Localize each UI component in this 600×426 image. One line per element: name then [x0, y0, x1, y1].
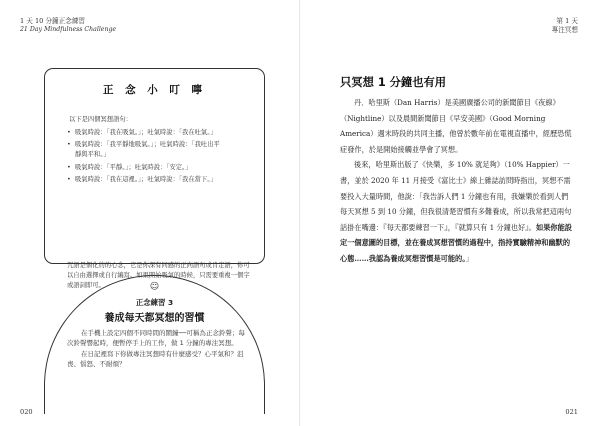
list-item: • 吸氣時說：「我在這裡。」；吐氣時說：「我在當下。」	[67, 175, 255, 185]
section-heading: 只冥想 1 分鐘也有用	[340, 76, 447, 89]
exercise-box	[44, 275, 265, 414]
mindful-reminder-box	[44, 68, 265, 290]
running-header-left	[20, 17, 116, 34]
book-title: 1 天 10 分鐘正念練習	[20, 17, 86, 25]
exercise-label: 正念練習 3	[135, 298, 174, 307]
book-subtitle: 21 Day Mindfulness Challenge	[20, 25, 117, 33]
right-page	[300, 0, 600, 426]
box-intro: 以下是四個冥想語句：	[69, 116, 132, 123]
paragraph: 丹．哈里斯（Dan Harris）是美國廣播公司的新聞節目《夜線》（Nightline）以及晨間新聞節目《早安美國》（Good Morning America）週末時段的共同主播，他曾於數年前在電視直播中，經歷恐慌症發作，於是開始接觸並學會了冥想。	[340, 98, 572, 154]
list-item: • 吸氣時說：「我在吸氣。」；吐氣時說：「我在吐氣。」	[67, 128, 255, 138]
box-note: 咒語是個化約的心念，它是你深有同感的正向語句或肯定語，你可以自由選擇或自行編寫。如果開始吸氣的時候，只需要重複一個字或語詞即可。	[67, 262, 250, 290]
exercise-body	[67, 328, 245, 370]
box-title: 正 念 小 叮 嚀	[102, 84, 207, 96]
day-label: 第 1 天	[556, 17, 578, 25]
exercise-title: 養成每天都冥想的習慣	[104, 313, 205, 324]
mantra-list	[67, 128, 255, 187]
list-item: • 吸氣時說：「平靜。」；吐氣時說：「安定。」	[67, 163, 255, 173]
page-number-left: 020	[20, 408, 33, 416]
paragraph: 後來，哈里斯出版了《快樂，多 10% 就足夠》（10% Happier）一書，並於 2020 年 11 月接受《富比士》線上雜誌訪問時指出，冥想不需要投入大量時間，他說：「我告訴人們 1 分鐘也有用，我嫌樂於看到人們每天冥想 5 到 10 分鐘，但我很清楚習慣有多難養成，所以我常把這兩句話掛在嘴邊：『每天都要練習一下』，『就算只有 1 分鐘也好』。如果你能設定一個意圖的目標，並在養成冥想習慣的過程中，指持實驗精神和幽默的心態……我認為養成冥想習慣是可能的。」	[340, 160, 572, 263]
page-number-right: 021	[565, 408, 578, 416]
smile-icon: ☺	[149, 282, 160, 292]
running-header-right	[552, 17, 578, 34]
exercise-paragraph: 在手機上設定四個不同時間的鬧鐘──可稱為正念鈴聲；每次鈴聲響起時，便暫停手上的工作，做 1 分鐘的專注冥想。	[67, 329, 245, 347]
list-item: • 吸氣時說：「我平靜地吸氣。」；吐氣時說：「我吐出平 靜與平和。」	[67, 140, 255, 160]
exercise-paragraph: 在日記裡寫下你做專注冥想時有什麼感受？心平氣和？沮喪、惱怒、不耐煩？	[67, 350, 244, 368]
topic-label: 專注冥想	[551, 25, 578, 34]
body-text	[340, 95, 572, 267]
